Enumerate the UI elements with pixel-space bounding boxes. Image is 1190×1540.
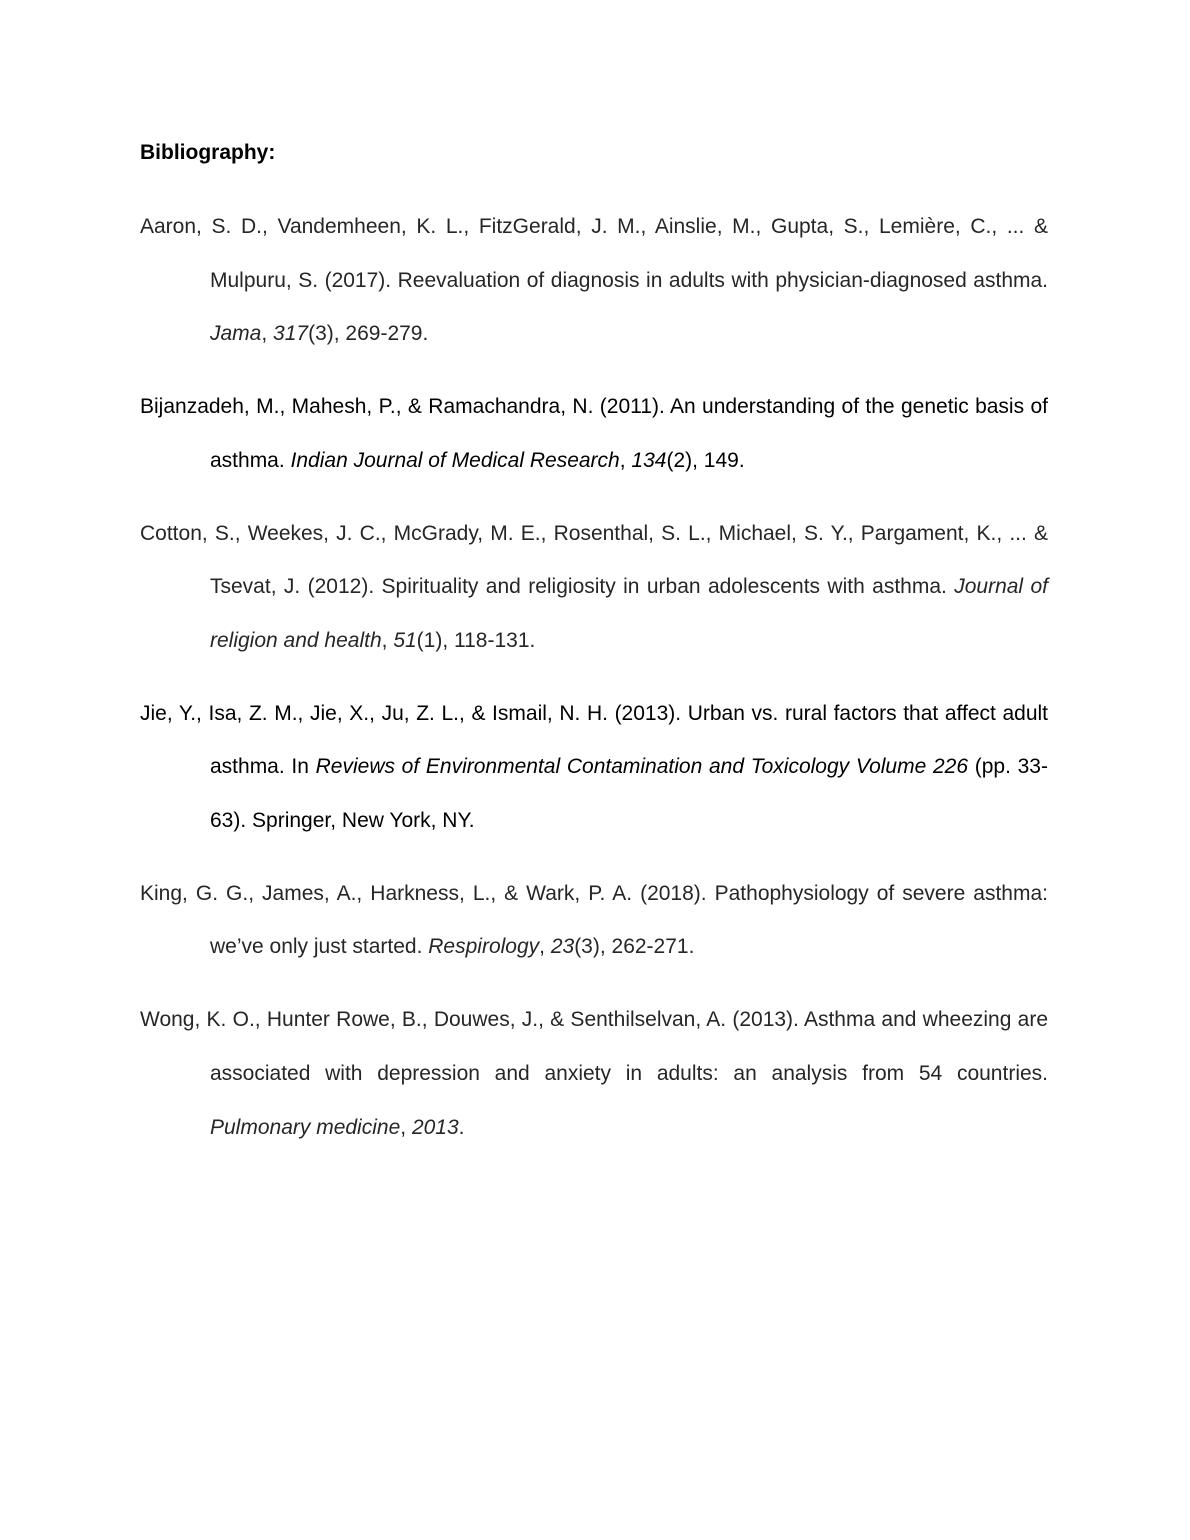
- reference-volume: 51: [393, 628, 417, 652]
- reference-journal: Respirology: [428, 935, 540, 959]
- reference-journal: Indian Journal of Medical Research: [290, 448, 620, 472]
- reference-volume: 2013: [411, 1115, 459, 1139]
- reference-pages: .: [458, 1115, 465, 1139]
- reference-pages: (3), 262-271.: [574, 935, 695, 959]
- reference-journal: Journal of religion and health: [210, 575, 1048, 652]
- reference-authors-title: Jie, Y., Isa, Z. M., Jie, X., Ju, Z. L., & Ismail, N. H. (2013). Urban vs. rural factors that affect adult asthma. In: [140, 701, 1048, 779]
- reference-authors-title: Cotton, S., Weekes, J. C., McGrady, M. E., Rosenthal, S. L., Michael, S. Y., Pargament, K., ... & Tsevat, J. (2012). Spirituality and religiosity in urban adolescents with asthma.: [140, 521, 1048, 599]
- reference-bijanzadeh-2011: [140, 380, 1048, 487]
- reference-volume: 317: [273, 322, 309, 346]
- reference-pages: (1), 118-131.: [416, 628, 536, 652]
- reference-authors-title: Wong, K. O., Hunter Rowe, B., Douwes, J., & Senthilselvan, A. (2013). Asthma and wheezing are associated with depression and anxiety in adults: an analysis from 54 countries.: [140, 1008, 1048, 1085]
- page-title: Bibliography:: [140, 141, 276, 164]
- reference-aaron-2017: [140, 200, 1048, 361]
- reference-jie-2013: [140, 687, 1048, 848]
- reference-pages: (3), 269-279.: [308, 322, 429, 346]
- reference-cotton-2012: [140, 507, 1048, 668]
- reference-volume: 134: [631, 448, 667, 472]
- reference-authors-title: Bijanzadeh, M., Mahesh, P., & Ramachandra, N. (2011). An understanding of the genetic basis of asthma.: [140, 395, 1048, 472]
- reference-separator: ,: [261, 322, 274, 346]
- reference-separator: ,: [539, 935, 551, 959]
- reference-separator: ,: [400, 1115, 412, 1139]
- reference-authors-title: King, G. G., James, A., Harkness, L., & Wark, P. A. (2018). Pathophysiology of severe asthma: we’ve only just started.: [140, 881, 1048, 959]
- reference-book-title: Reviews of Environmental Contamination and Toxicology Volume 226: [315, 755, 969, 779]
- reference-pages: (2), 149.: [666, 448, 745, 472]
- reference-volume: 23: [550, 935, 575, 959]
- reference-separator: ,: [619, 448, 632, 472]
- reference-pages: (pp. 33-63). Springer, New York, NY.: [210, 755, 1048, 833]
- reference-journal: Jama: [210, 322, 262, 346]
- reference-separator: ,: [381, 628, 394, 652]
- reference-king-2018: [140, 867, 1048, 974]
- reference-authors-title: Aaron, S. D., Vandemheen, K. L., FitzGerald, J. M., Ainslie, M., Gupta, S., Lemière, C., ... & Mulpuru, S. (2017). Reevaluation of diagnosis in adults with physician-diagnosed asthma.: [140, 215, 1048, 292]
- reference-list: [140, 200, 1048, 1173]
- reference-wong-2013: [140, 993, 1048, 1154]
- reference-journal: Pulmonary medicine: [210, 1115, 401, 1139]
